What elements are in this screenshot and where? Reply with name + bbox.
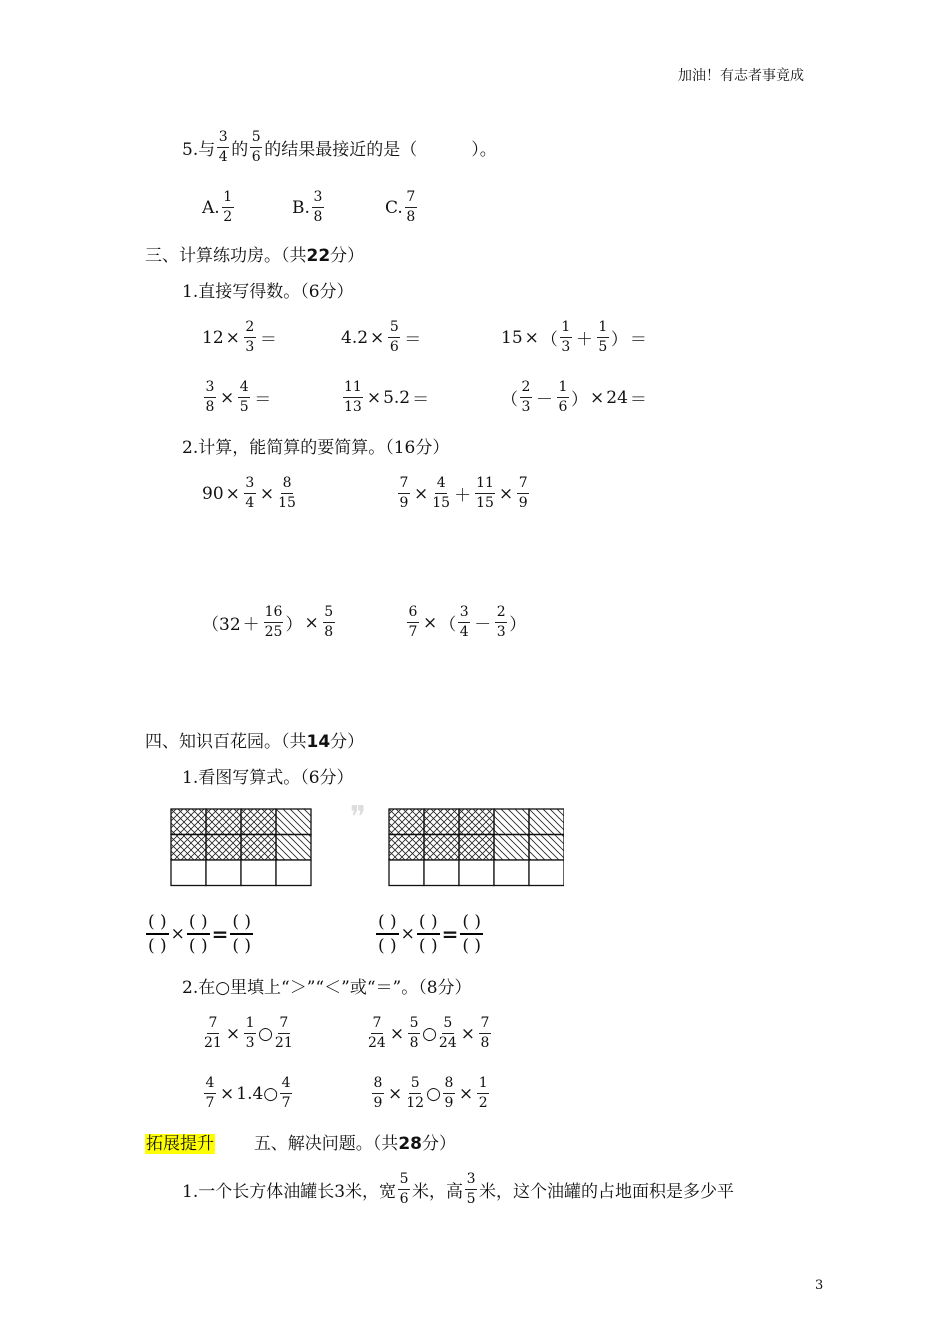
blank-fraction[interactable]: ( ) ( ) — [148, 912, 167, 956]
grid-cell — [206, 860, 241, 886]
compare-item: $\frac{7}{24}$ × $\frac{5}{8}$ ○ $\frac{5}{24}$ × $\frac{7}{8}$ — [368, 1015, 490, 1051]
grid-cell — [424, 809, 459, 835]
grid-cell — [424, 860, 459, 886]
grid-cell — [276, 809, 311, 835]
q5-text: 的结果最接近的是（ — [264, 140, 418, 160]
compare-circle[interactable]: ○ — [263, 1083, 279, 1104]
calc-item: $\frac{3}{8}$ × $\frac{4}{5}$ ＝ — [205, 379, 272, 415]
page-number: 3 — [815, 1278, 824, 1293]
blank-fraction[interactable]: ( ) ( ) — [378, 912, 397, 956]
calc-item: $\frac{11}{13}$ × 5.2 ＝ — [344, 379, 430, 415]
q5-option-b[interactable]: B. 3 8 — [292, 189, 323, 225]
grid-cell — [529, 809, 564, 835]
calc-item: 12 × $\frac{2}{3}$ ＝ — [202, 319, 277, 355]
grid-cell — [171, 809, 206, 835]
section-3-sub-1: 1.直接写得数。（6分） — [182, 282, 354, 302]
watermark-mark: ❞ — [350, 800, 367, 835]
fraction: 5 6 — [251, 129, 261, 165]
fraction-grid-1 — [170, 808, 312, 888]
compare-circle[interactable]: ○ — [426, 1083, 441, 1104]
section-5-title: 拓展提升 五、解决问题。（共28分） — [146, 1134, 456, 1154]
calc-item: 4.2 × $\frac{5}{6}$ ＝ — [341, 319, 422, 355]
calc-item: $\frac{6}{7}$ × （ 3 4 － 2 3 ） — [408, 604, 527, 640]
grid-cell — [494, 860, 529, 886]
section-4-title: 四、知识百花园。（共14分） — [145, 732, 365, 752]
fraction-grid-2 — [388, 808, 564, 888]
grid-cell — [241, 809, 276, 835]
grid-cell — [494, 835, 529, 861]
q5-prefix: 5.与 — [182, 140, 216, 160]
calc-item: $\frac{7}{9}$ × $\frac{4}{15}$ ＋ $\frac{11}{15}$ × $\frac{7}{9}$ — [399, 475, 528, 511]
section-4-sub-2: 2.在○里填上“＞”“＜”或“＝”。（8分） — [182, 978, 472, 998]
grid-cell — [389, 860, 424, 886]
calc-item: （32 ＋ 16 25 ） × $\frac{5}{8}$ — [202, 604, 334, 640]
grid-cell — [206, 809, 241, 835]
grid-cell — [171, 835, 206, 861]
calc-item: 90 × $\frac{3}{4}$ × $\frac{8}{15}$ — [202, 475, 296, 511]
question-5 — [182, 130, 497, 165]
grid-cell — [241, 835, 276, 861]
compare-circle[interactable]: ○ — [422, 1023, 437, 1044]
q5-option-a[interactable]: A. 1 2 — [202, 189, 233, 225]
calc-item: （ 2 3 － 1 6 ） × 24 ＝ — [501, 379, 647, 415]
q5-mid: 的 — [231, 140, 249, 160]
section-3-title: 三、计算练功房。（共22分） — [145, 246, 365, 266]
grid-cell — [389, 835, 424, 861]
grid-cell — [424, 835, 459, 861]
grid-cell — [459, 809, 494, 835]
calc-item: 15 × （ 1 3 ＋ 1 5 ） ＝ — [501, 319, 647, 355]
grid-cell — [276, 860, 311, 886]
blank-fraction[interactable]: ( ) ( ) — [418, 912, 438, 956]
section-5-question-1: 1.一个长方体油罐长3米，宽 5 6 米，高 3 5 米，这个油罐的占地面积是多少平 — [182, 1171, 735, 1207]
compare-circle[interactable]: ○ — [258, 1023, 273, 1044]
fraction: 3 4 — [218, 129, 228, 165]
compare-item: $\frac{8}{9}$ × $\frac{5}{12}$ ○ $\frac{8}{9}$ × $\frac{1}{2}$ — [373, 1075, 488, 1111]
section-4-sub-1: 1.看图写算式。（6分） — [182, 768, 354, 788]
grid-equation-2: ( ) ( ) × ( ) ( ) = ( ) ( ) — [378, 912, 482, 956]
compare-item: $\frac{7}{21}$ × $\frac{1}{3}$ ○ 7 21 — [204, 1015, 293, 1051]
grid-cell — [459, 860, 494, 886]
blank-fraction[interactable]: ( ) ( ) — [462, 912, 482, 956]
grid-cell — [494, 809, 529, 835]
grid-cell — [241, 860, 276, 886]
section-3-sub-2: 2.计算，能简算的要简算。（16分） — [182, 438, 450, 458]
grid-cell — [529, 860, 564, 886]
compare-item: $\frac{4}{7}$ × 1.4 ○ 4 7 — [205, 1075, 291, 1111]
blank-fraction[interactable]: ( ) ( ) — [188, 912, 208, 956]
grid-cell — [171, 860, 206, 886]
grid-cell — [206, 835, 241, 861]
header-motto: 加油！有志者事竟成 — [678, 68, 804, 84]
grid-cell — [459, 835, 494, 861]
q5-option-c[interactable]: C. 7 8 — [385, 189, 416, 225]
blank-fraction[interactable]: ( ) ( ) — [232, 912, 252, 956]
grid-cell — [529, 835, 564, 861]
grid-equation-1: ( ) ( ) × ( ) ( ) = ( ) ( ) — [148, 912, 252, 956]
highlight-tag: 拓展提升 — [146, 1134, 214, 1154]
grid-cell — [389, 809, 424, 835]
grid-cell — [276, 835, 311, 861]
q5-close: ）。 — [471, 140, 497, 160]
